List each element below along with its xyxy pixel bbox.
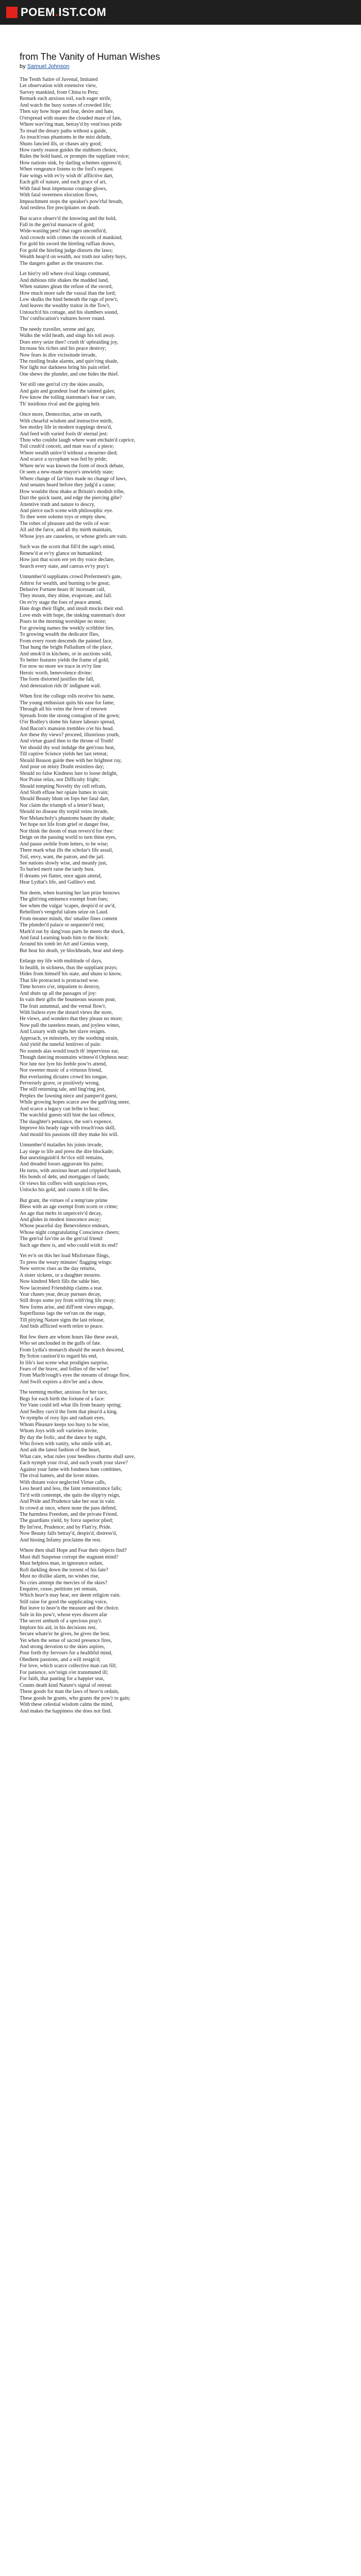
poem-stanza: [20, 77, 341, 212]
poem-line: And bids afflicted worth retire to peace.: [20, 1324, 104, 1330]
poem-line: For faith, that panting for a happier seat,: [20, 1676, 105, 1682]
poem-line: To better features yields the frame of gold;: [20, 657, 109, 663]
poem-line: Such was the scorn that fill'd the sage's mind,: [20, 544, 116, 550]
poem-line: And dreaded losses aggravate his pains;: [20, 1161, 104, 1167]
poem-line: If dreams yet flatter, once again attend,: [20, 873, 102, 879]
poem-line: The still returning tale, and ling'ring jest,: [20, 1087, 106, 1093]
logo-mark-icon: [6, 7, 18, 18]
poem-line: Increase his riches and his peace destroy;: [20, 346, 107, 352]
poem-line: Still raise for good the supplicating voice,: [20, 1599, 108, 1605]
poem-line: Let hist'ry tell where rival kings command,: [20, 271, 110, 277]
poem-stanza: [20, 574, 341, 689]
poem-line: And strong devotion to the skies aspires,: [20, 1644, 105, 1650]
poem-line: From meaner minds, tho' smaller fines content: [20, 916, 118, 922]
poem-line: The robes of pleasure and the veils of woe:: [20, 520, 110, 527]
poem-line: All aid the farce, and all thy mirth maintain,: [20, 527, 112, 533]
poem-line: For gold the hireling judge distorts the laws;: [20, 247, 113, 253]
poem-line: The watchful guests still hint the last offence,: [20, 1112, 116, 1118]
poem-line: When first the college rolls receive his name,: [20, 693, 115, 700]
poem-line: But unextinguish'd Av'rice still remains,: [20, 1155, 104, 1161]
poem-line: Who set unclouded in the gulfs of fate.: [20, 1341, 102, 1347]
poem-line: Fall in the gen'ral massacre of gold;: [20, 222, 95, 228]
poem-line: Till captive Science yields her last retreat;: [20, 751, 108, 757]
poem-line: Mark'd out by dang'rous parts he meets the shock,: [20, 928, 125, 935]
poem-line: Who frown with vanity, who smile with art,: [20, 1440, 112, 1447]
poem-line: Athirst for wealth, and burning to be great;: [20, 580, 110, 586]
poem-line: Whose night congratulating Conscience cheers;: [20, 1229, 120, 1235]
poem-line: Unnumber'd maladies his joints invade,: [20, 1142, 103, 1148]
poem-line: Secure whate'er he gives, he gives the best.: [20, 1631, 110, 1637]
poem-line: Does envy seize thee? crush th' upbraiding joy,: [20, 339, 119, 345]
poem-line: By Int'rest, Prudence; and by Flatt'ry, Pride.: [20, 1524, 112, 1530]
poem-line: And glides in modest innocence away;: [20, 1217, 101, 1223]
poem-line: Enquirer, cease, petitions yet remain,: [20, 1586, 97, 1592]
poem-line: Then say how hope and fear, desire and hate,: [20, 109, 114, 115]
poem-line: Nor Praise relax, nor Difficulty fright;: [20, 777, 100, 783]
poem-line: And Sloth effuse her opiate fumes in vain;: [20, 790, 109, 796]
poem-line: And restless fire precipitates on death.: [20, 205, 101, 211]
poem-line: Begs for each birth the fortune of a face:: [20, 1396, 105, 1402]
poem-line: In life's last scene what prodigies surprise,: [20, 1360, 109, 1366]
poem-line: Wealth heap'd on wealth, nor truth nor safety buys,: [20, 254, 127, 260]
poem-line: Should Reason guide thee with her brightest ray,: [20, 757, 122, 764]
poem-line: Obedient passions, and a will resign'd;: [20, 1656, 101, 1663]
poem-line: And senates heard before they judg'd a cause;: [20, 482, 116, 488]
poem-line: Pours in the morning worshiper no more;: [20, 619, 107, 625]
poem-line: That life protracted is protracted woe.: [20, 977, 99, 984]
poem-line: One shews the plunder, and one hides the thief.: [20, 371, 119, 377]
poem-line: That hung the bright Palladium of the place,: [20, 645, 112, 651]
poem-line: And watch the busy scenes of crowded life;: [20, 102, 111, 108]
poem-line: New forms arise, and diff'rent views engage,: [20, 1304, 114, 1310]
poem-line: The secret ambush of a specious pray'r.: [20, 1618, 102, 1624]
poem-line: Renew'd at ev'ry glance on humankind;: [20, 550, 103, 556]
poem-line: Walks the wild heath, and sings his toil away.: [20, 333, 116, 339]
poem-line: Less heard and less, the faint remonstrance falls;: [20, 1486, 122, 1492]
poem-line: Hate dogs their flight, and insult mocks their end.: [20, 606, 124, 612]
poem-line: These goods for man the laws of heav'n ordain,: [20, 1689, 119, 1695]
poem-line: Shuns fancied ills, or chases airy good;: [20, 141, 102, 147]
poem-line: Unnumber'd suppliants crowd Preferment's gate,: [20, 574, 122, 580]
poem-line: The plunder'd palace or sequester'd rent;: [20, 922, 105, 928]
poem-line: In crowd at once, where none the pass defend,: [20, 1505, 117, 1511]
poem-line: Time hovers o'er, impatient to destroy,: [20, 984, 101, 990]
poem-line: Yet hope not life from grief or danger free,: [20, 822, 110, 828]
poem-line: Approach, ye minstrels, try the soothing strain,: [20, 1035, 119, 1041]
poem-line: The teeming mother, anxious for her race,: [20, 1389, 108, 1396]
poem-line: Toil, envy, want, the patron, and the jail.: [20, 854, 105, 860]
poem-line: And smok'd in kitchens, or in auctions sold,: [20, 651, 112, 657]
poem-line: See when the vulgar 'scapes, despis'd or aw'd,: [20, 903, 116, 909]
poem-line: Yet ev'n on this her load Misfortune flings,: [20, 1253, 110, 1259]
poem-line: Where then shall Hope and Fear their objects find?: [20, 1548, 127, 1554]
poem-line: By day the frolic, and the dance by night,: [20, 1434, 107, 1440]
poem-stanza: [20, 890, 341, 955]
poem-line: And dubious title shakes the madded land,: [20, 277, 109, 283]
poem-line: The rustling brake alarms, and quiv'ring shade,: [20, 359, 119, 365]
poem-stanza: [20, 1389, 341, 1544]
poem-line: Now lacerated Friendship claims a tear.: [20, 1285, 103, 1291]
poem-content: [0, 25, 361, 1715]
poem-line: The glitt'ring eminence exempt from foes;: [20, 896, 108, 903]
poem-line: And Luxury with sighs her slave resigns.: [20, 1029, 106, 1035]
poem-line: Delusive Fortune hears th' incessant call,: [20, 586, 106, 592]
poem-line: Yet still one gen'ral cry the skies assails,: [20, 382, 104, 388]
poem-line: Through all his veins the fever of renown: [20, 706, 107, 713]
poem-line: The Tenth Satire of Juvenal, Imitated: [20, 77, 98, 82]
poem-stanza: [20, 693, 341, 886]
poem-line: Wide-wasting pest! that rages unconfin'd,: [20, 228, 107, 234]
poem-line: And virtue guard thee to the throne of Truth!: [20, 738, 114, 744]
poem-line: Where wealth unlov'd without a mourner died;: [20, 450, 118, 456]
poem-line: And pierce each scene with philosophic eye.: [20, 508, 113, 514]
poem-stanza: [20, 958, 341, 1138]
poem-line: Where ne'er was known the form of mock debate,: [20, 463, 124, 469]
poem-line: Implore his aid, in his decisions rest,: [20, 1624, 97, 1631]
poem-line: Or seen a new-made mayor's unwieldy state;: [20, 469, 114, 476]
poem-line: The gen'ral fav'rite as the gen'ral friend:: [20, 1236, 104, 1242]
poem-line: Perplex the fawning niece and pamper'd guest,: [20, 1093, 118, 1099]
poem-line: Till pitying Nature signs the last release,: [20, 1317, 105, 1323]
poem-line: With distant voice neglected Virtue calls,: [20, 1479, 106, 1485]
poem-line: Whose joys are causeless, or whose griefs are vain.: [20, 533, 127, 539]
poem-line: Should no disease thy torpid veins invade,: [20, 809, 109, 815]
poem-line: Which heav'n may hear, nor deem religion vain.: [20, 1592, 121, 1599]
poem-stanza: [20, 412, 341, 540]
poem-line: And pause awhile from letters, to be wise;: [20, 841, 109, 847]
poem-line: But grant, the virtues of a temp'rate prime: [20, 1197, 108, 1204]
poem-line: But everlasting dictates crowd his tongue,: [20, 1074, 108, 1080]
poem-line: The harmless Freedom, and the private Friend.: [20, 1511, 118, 1517]
poem-line: In health, in sickness, thus the suppliant prays;: [20, 964, 118, 971]
poem-line: Untouch'd his cottage, and his slumbers sound,: [20, 309, 119, 315]
poem-line: And detestation rids th' indignant wall.: [20, 683, 102, 689]
poem-line: To press the weary minutes' flagging wings:: [20, 1259, 112, 1265]
poem-line: Where wav'ring man, betray'd by vent'rous pride: [20, 122, 122, 128]
poem-line: How nations sink, by darling schemes oppress'd,: [20, 160, 122, 166]
poem-line: And Sedley curs'd the form that pleas'd a king.: [20, 1409, 118, 1415]
poem-line: On ev'ry stage the foes of peace attend,: [20, 599, 102, 605]
logo-prefix: POEM: [21, 6, 55, 19]
poem-line: By Solon caution'd to regard his end,: [20, 1353, 97, 1360]
poem-line: Yet when the sense of sacred presence fires,: [20, 1637, 112, 1643]
poem-stanza: [20, 1253, 341, 1330]
poem-line: Should Beauty blunt on fops her fatal dart,: [20, 796, 109, 802]
poem-line: And gain and grandeur load the tainted gales;: [20, 388, 116, 394]
poem-line: But leave to heav'n the measure and the choice.: [20, 1605, 120, 1612]
poem-line: Are these thy views? proceed, illustrious youth,: [20, 732, 120, 738]
poem-line: Must no dislike alarm, no wishes rise,: [20, 1573, 100, 1580]
poem-line: What care, what rules your heedless charms shall save,: [20, 1453, 136, 1460]
poem-line: And crowds with crimes the records of mankind;: [20, 234, 123, 241]
poem-line: Still drops some joy from with'ring life away;: [20, 1298, 116, 1304]
poem-line: Fate wings with ev'ry wish th' afflictive dart,: [20, 173, 113, 179]
poem-line: And Pride and Prudence take her seat in vain.: [20, 1499, 116, 1505]
poem-line: Must helpless man, in ignorance sedate,: [20, 1561, 104, 1567]
poem-stanza: [20, 1334, 341, 1386]
poem-line: Around his tomb let Art and Genius weep,: [20, 941, 109, 947]
poem-line: From Lydia's monarch should the search descend,: [20, 1347, 124, 1353]
poem-line: But scarce observ'd the knowing and the bold,: [20, 215, 117, 222]
poem-stanza: [20, 216, 341, 267]
poem-line: Ye nymphs of rosy lips and radiant eyes,: [20, 1415, 105, 1421]
poem-line: Now Beauty falls betray'd, despis'd, distress'd,: [20, 1531, 117, 1537]
poem-line: With listless eyes the dotard views the store,: [20, 1009, 113, 1015]
poem-line: Nor claim the triumph of a letter'd heart;: [20, 802, 105, 808]
poem-line: The rival batters, and the lover mines.: [20, 1473, 100, 1479]
poem-line: In vain their gifts the bounteous seasons pour,: [20, 997, 116, 1003]
poem-line: Against your fame with fondness hate combines,: [20, 1466, 122, 1472]
poem-line: The daughter's petulance, the son's expence,: [20, 1118, 112, 1125]
poem-line: Or views his coffers with suspicious eyes,: [20, 1180, 108, 1187]
poem-line: They mount, they shine, evaporate, and fall.: [20, 593, 112, 599]
poem-line: With these celestial wisdom calms the mind,: [20, 1702, 113, 1708]
poem-line: No sounds alas would touch th' impervious ear,: [20, 1048, 119, 1054]
poem-line: For growing names the weekly scribbler lies,: [20, 625, 114, 631]
poem-line: Now kindred Merit fills the sable bier,: [20, 1279, 101, 1285]
poem-line: And leaves the wealthy traitor in the Tow'r,: [20, 303, 110, 309]
poem-line: When vengeance listens to the fool's request.: [20, 166, 114, 173]
poem-line: Nor Melancholy's phantoms haunt thy shade;: [20, 815, 115, 821]
poem-line: For gold his sword the hireling ruffian draws,: [20, 241, 116, 247]
poem-line: Low skulks the hind beneath the rage of pow'r,: [20, 296, 118, 302]
poem-line: Rebellion's vengeful talons seize on Laud.: [20, 909, 109, 916]
poem-line: Nor light nor darkness bring his pain relief.: [20, 365, 111, 371]
poem-line: Nor sweeter music of a virtuous friend,: [20, 1067, 102, 1074]
poem-line: Bless with an age exempt from scorn or crime;: [20, 1204, 118, 1210]
poem-line: Tir'd with contempt, she quits the slipp'ry reign,: [20, 1492, 120, 1498]
poem-line: And feed with varied fools th' eternal jest:: [20, 431, 108, 437]
poem-line: O'erspread with snares the clouded maze of fate,: [20, 115, 122, 121]
poem-line: And scarce a legacy can bribe to hear;: [20, 1106, 100, 1112]
poem-stanza: [20, 1548, 341, 1715]
poem-line: But few there are whom hours like these await,: [20, 1334, 119, 1340]
poem-line: Impeachment stops the speaker's pow'rful breath,: [20, 198, 123, 205]
poem-line: Nor think the doom of man revers'd for thee:: [20, 828, 114, 834]
poem-line: Rules the bold hand, or prompts the suppliant voice;: [20, 154, 130, 160]
poem-line: Roll darkling down the torrent of his fate?: [20, 1567, 108, 1573]
poem-line: How rarely reason guides the stubborn choice,: [20, 147, 118, 153]
poem-line: Search every state, and canvas ev'ry pray'r.: [20, 563, 110, 569]
poem-line: The young enthusiast quits his ease for fame;: [20, 700, 115, 706]
poem-line: While growing hopes scarce awe the gath'ring sneer,: [20, 1099, 130, 1106]
poem-line: New sorrow rises as the day returns,: [20, 1266, 96, 1272]
poem-line: With chearful wisdom and instructive mirth,: [20, 418, 113, 424]
poem-line: To buried merit raise the tardy bust.: [20, 867, 95, 873]
author-prefix: by: [20, 63, 26, 70]
poem-line: Love ends with hope, the sinking statesman's door: [20, 612, 125, 618]
poem-line: The dangers gather as the treasures rise.: [20, 260, 104, 266]
poem-line: Survey mankind, from China to Peru;: [20, 89, 99, 95]
poem-line: From every room descends the painted face,: [20, 638, 113, 644]
poem-line: Tho' confiscation's vultures hover round.: [20, 316, 106, 322]
site-logo[interactable]: [6, 6, 106, 19]
poem-line: Whose peaceful day Benevolence endears,: [20, 1223, 109, 1229]
poem-line: Fears of the brave, and follies of the wise?: [20, 1366, 109, 1372]
poem-line: Yet Vane could tell what ills from beauty spring;: [20, 1402, 122, 1409]
poem-line: An age that melts in unperceiv'd decay,: [20, 1210, 102, 1216]
poem-line: How just that scorn ere yet thy voice declare,: [20, 557, 115, 563]
author-link[interactable]: Samuel Johnson: [27, 63, 70, 70]
poem-line: Perversely grave, or positively wrong.: [20, 1080, 100, 1086]
poem-line: Dart the quick taunt, and edge the piercing gibe?: [20, 495, 122, 501]
poem-line: He views, and wonders that they please no more;: [20, 1016, 123, 1022]
poem-line: Year chases year, decay pursues decay,: [20, 1292, 102, 1298]
poem-line: And mould his passions till they make his will.: [20, 1131, 119, 1138]
poem-line: Th' insidious rival and the gaping heir.: [20, 401, 101, 407]
poem-line: And pour on misty Doubt resistless day;: [20, 764, 105, 770]
poem-line: And Bacon's mansion trembles o'er his head.: [20, 725, 114, 732]
poem-line: The form distorted justifies the fall,: [20, 676, 94, 683]
poem-line: With fatal heat impetuous courage glows,: [20, 185, 107, 192]
poem-title: from The Vanity of Human Wishes: [20, 52, 160, 62]
poem-line: For love, which scarce collective man can fill;: [20, 1663, 117, 1669]
poem-line: Whom Joys with soft varieties invite,: [20, 1428, 99, 1434]
poem-line: Though dancing mountains witness'd Orpheus near;: [20, 1055, 129, 1061]
poem-line: Remark each anxious toil, each eager strife,: [20, 96, 112, 102]
poem-stanza: [20, 1198, 341, 1249]
poem-line: See nations slowly wise, and meanly just,: [20, 860, 107, 867]
poem-line: Hear Lydiat's life, and Galileo's end.: [20, 879, 96, 886]
poem-line: Superfluous lags the vet'ran on the stage,: [20, 1311, 106, 1317]
poem-line: And scarce a sycophant was fed by pride;: [20, 456, 107, 463]
poem-line: A sister sickens, or a daughter mourns.: [20, 1272, 101, 1278]
poem-line: How wouldst thou shake at Britain's modish tribe,: [20, 488, 125, 495]
poem-line: But hear his death, ye blockheads, hear and sleep.: [20, 947, 124, 954]
poem-line: How much more safe the vassal than the lord;: [20, 290, 116, 296]
poem-line: And yield the tuneful lenitives of pain:: [20, 1042, 101, 1048]
poem-line: Nor lute nor lyre his feeble pow'rs attend,: [20, 1061, 107, 1067]
poem-line: Enlarge my life with multitude of days,: [20, 958, 103, 964]
poem-line: Safe in his pow'r, whose eyes discern afar: [20, 1612, 108, 1618]
poem-line: The guardians yield, by force superior plied;: [20, 1518, 113, 1524]
poem-line: Once more, Democritus, arise on earth,: [20, 412, 103, 418]
poem-byline: [20, 63, 341, 70]
poem-line: See motley life in modern trappings dress'd,: [20, 425, 112, 431]
poem-line: Such age there is, and who could wish its end?: [20, 1242, 118, 1248]
poem-line: The fruit autumnal, and the vernal flow'r,: [20, 1003, 106, 1009]
poem-line: He turns, with anxious heart and crippled hands,: [20, 1167, 122, 1174]
poem-line: Unlocks his gold, and counts it till he dies.: [20, 1187, 109, 1193]
poem-line: Hides from himself his state, and shuns to know,: [20, 971, 122, 977]
poem-line: There mark what ills the scholar's life assail,: [20, 848, 113, 854]
poem-line: Each gift of nature, and each grace of art,: [20, 179, 107, 185]
poem-line: Must dull Suspense corrupt the stagnant mind?: [20, 1554, 119, 1560]
poem-line: From Marlb'rough's eyes the streams of dotage flow,: [20, 1372, 130, 1379]
poem-line: Each nymph your rival, and each youth your slave?: [20, 1460, 128, 1466]
poem-line: Pour forth thy fervours for a healthful mind,: [20, 1650, 112, 1656]
poem-line: Lay siege to life and press the dire blockade;: [20, 1148, 114, 1155]
poem-line: Where change of fav'rites made no change of laws,: [20, 476, 127, 482]
poem-body: [20, 77, 341, 1715]
poem-line: No cries attempt the mercies of the skies?: [20, 1580, 108, 1586]
poem-line: Now pall the tasteless meats, and joyless wines,: [20, 1022, 120, 1028]
poem-line: With fatal sweetness elocution flows,: [20, 192, 99, 198]
poem-stanza: [20, 382, 341, 408]
logo-suffix: IST.COM: [58, 6, 107, 19]
poem-line: The needy traveller, serene and gay,: [20, 326, 95, 332]
poem-line: O'er Bodley's dome his future labours spread,: [20, 719, 116, 725]
poem-line: To thee were solemn toys or empty shew,: [20, 514, 107, 520]
poem-line: Whom Pleasure keeps too busy to be wise,: [20, 1421, 110, 1428]
poem-line: And ask the latest fashion of the heart,: [20, 1447, 101, 1453]
poem-line: These goods he grants, who grants the pow'r to gain;: [20, 1695, 130, 1701]
poem-line: Heroic worth, benevolence divine:: [20, 670, 92, 676]
poem-line: When statutes glean the refuse of the sword,: [20, 284, 113, 290]
poem-line: For now no more we trace in ev'ry line: [20, 664, 101, 670]
poem-line: To tread the dreary paths without a guide,: [20, 128, 107, 134]
poem-stanza: [20, 327, 341, 378]
poem-line: For patience, sov'reign o'er transmuted ill;: [20, 1669, 108, 1675]
poem-line: Let observation with extensive view,: [20, 83, 97, 89]
poem-line: To growing wealth the dedicator flies,: [20, 632, 100, 638]
poem-line: And Swift expires a driv'ler and a show.: [20, 1379, 104, 1385]
poem-line: Improve his heady rage with treach'rous skill,: [20, 1125, 116, 1131]
poem-line: As treach'rous phantoms in the mist delude,: [20, 134, 112, 141]
logo-dot: .: [55, 6, 59, 19]
poem-stanza: [20, 271, 341, 323]
poem-line: Thou who couldst laugh where want enchain'd caprice,: [20, 437, 136, 444]
poem-line: And makes the happiness she does not find.: [20, 1708, 112, 1714]
poem-line: Spreads from the strong contagion of the gown;: [20, 713, 120, 719]
poem-stanza: [20, 1142, 341, 1194]
poem-line: Few know the toiling statesman's fear or care,: [20, 395, 116, 401]
poem-line: And fatal Learning leads him to the block:: [20, 935, 109, 941]
poem-line: Attentive truth and nature to descry,: [20, 501, 95, 507]
poem-line: Should tempting Novelty thy cell refrain,: [20, 783, 107, 789]
poem-line: Yet should thy soul indulge the gen'rous heat,: [20, 744, 116, 751]
poem-line: Now fears in dire vicissitude invade,: [20, 352, 97, 358]
poem-line: Deign on the passing world to turn thine eyes,: [20, 835, 117, 841]
poem-line: Toil crush'd conceit, and man was of a piece;: [20, 444, 114, 450]
poem-line: Nor deem, when learning her last prize bestows: [20, 890, 120, 896]
poem-line: And shuts up all the passages of joy:: [20, 990, 97, 996]
poem-line: His bonds of debt, and mortgages of lands;: [20, 1174, 110, 1180]
poem-line: And hissing Infamy proclaims the rest.: [20, 1537, 102, 1543]
poem-line: Should no false Kindness lure to loose delight,: [20, 770, 118, 776]
poem-stanza: [20, 544, 341, 570]
site-header: [0, 0, 361, 25]
poem-line: Counts death kind Nature's signal of retreat:: [20, 1682, 112, 1688]
